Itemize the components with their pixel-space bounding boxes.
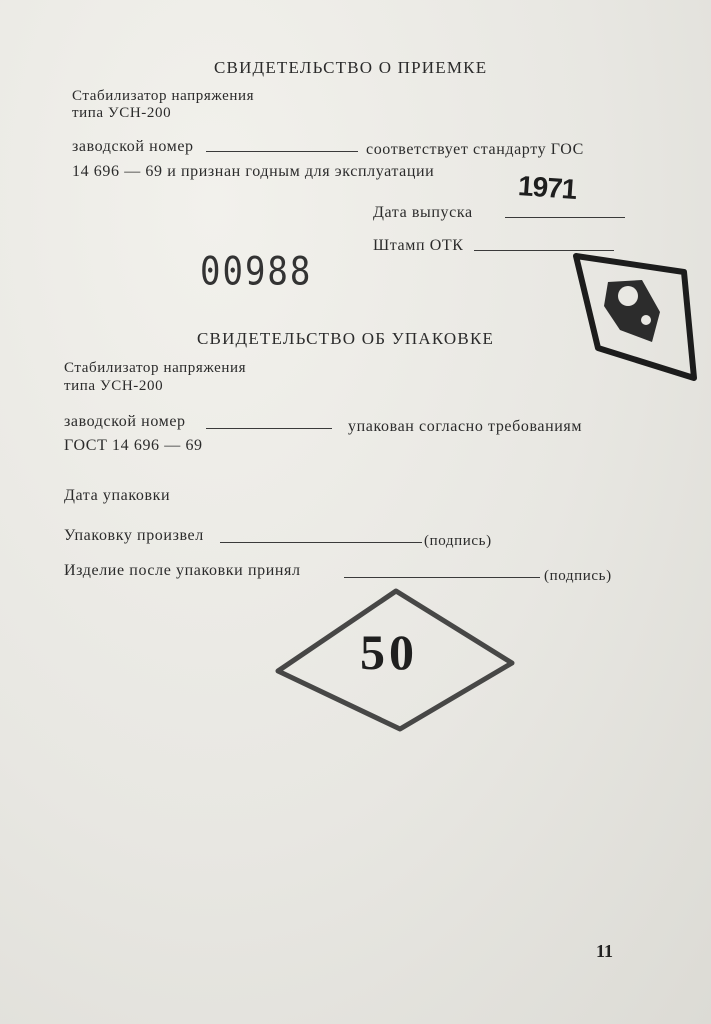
acceptance-product-line1: Стабилизатор напряжения bbox=[72, 88, 255, 104]
accepted-by-label: Изделие после упаковки принял bbox=[64, 562, 301, 579]
packing-standard-line: ГОСТ 14 696 — 69 bbox=[64, 437, 203, 454]
otk-quality-stamp bbox=[568, 250, 700, 384]
packing-conformity-text: упакован согласно требованиям bbox=[348, 418, 583, 435]
packing-date-label: Дата упаковки bbox=[64, 487, 171, 504]
packed-by-signature-line bbox=[220, 542, 422, 543]
release-date-stamp: 1971 bbox=[517, 170, 578, 205]
acceptance-serial-line bbox=[206, 151, 358, 152]
acceptance-heading: СВИДЕТЕЛЬСТВО О ПРИЕМКЕ bbox=[214, 58, 488, 77]
release-date-line bbox=[505, 217, 625, 218]
accepted-by-signature-line bbox=[344, 577, 540, 578]
packing-product-line2: типа УСН-200 bbox=[64, 378, 164, 394]
packing-diamond-stamp bbox=[272, 585, 518, 740]
packed-by-label: Упаковку произвел bbox=[64, 527, 204, 544]
packing-product-line1: Стабилизатор напряжения bbox=[64, 360, 247, 376]
packing-stamp-number: 50 bbox=[360, 624, 418, 680]
acceptance-product-line2: типа УСН-200 bbox=[72, 105, 172, 121]
packed-by-signature-hint: (подпись) bbox=[424, 533, 492, 549]
acceptance-conformity-text: соответствует стандарту ГОС bbox=[366, 141, 584, 158]
acceptance-serial-label: заводской номер bbox=[72, 138, 194, 155]
acceptance-standard-line: 14 696 — 69 и признан годным для эксплуатации bbox=[72, 163, 435, 180]
page-number: 11 bbox=[596, 941, 614, 961]
packing-heading: СВИДЕТЕЛЬСТВО ОБ УПАКОВКЕ bbox=[197, 329, 495, 348]
serial-number-stamp: 00988 bbox=[200, 249, 313, 295]
release-date-label: Дата выпуска bbox=[373, 204, 473, 221]
otk-stamp-label: Штамп ОТК bbox=[373, 237, 464, 254]
accepted-by-signature-hint: (подпись) bbox=[544, 568, 612, 584]
packing-serial-label: заводской номер bbox=[64, 413, 186, 430]
packing-serial-line bbox=[206, 428, 332, 429]
